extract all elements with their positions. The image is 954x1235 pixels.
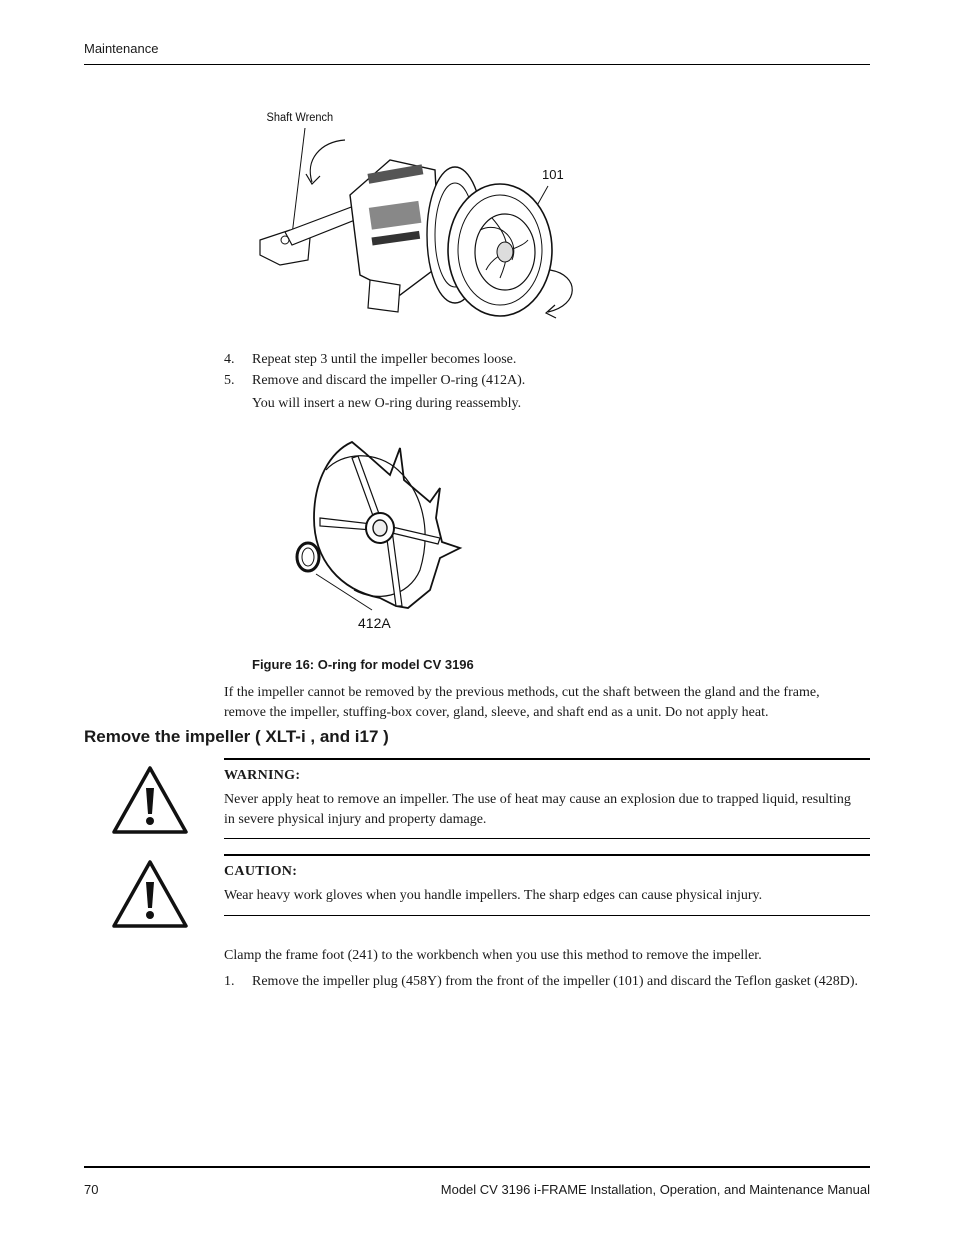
caution-title: CAUTION: bbox=[224, 864, 298, 879]
oring-figure bbox=[280, 430, 480, 635]
warning-triangle-icon bbox=[110, 764, 190, 836]
body-paragraph: Clamp the frame foot (241) to the workbench when you use this method to remove the impeller. bbox=[224, 948, 762, 963]
section-heading: Remove the impeller ( XLT-i , and i17 ) bbox=[84, 727, 389, 746]
caution-top-rule bbox=[224, 854, 870, 856]
warning-body: Never apply heat to remove an impeller. The use of heat may cause an explosion due to trapped liquid, resulting in severe physical injury and property damage. bbox=[224, 792, 851, 827]
step-5 bbox=[224, 373, 864, 393]
warning-top-rule bbox=[224, 758, 870, 760]
caution-triangle-icon bbox=[110, 858, 190, 930]
step-text: Repeat step 3 until the impeller becomes loose. bbox=[252, 352, 517, 367]
warning-title: WARNING: bbox=[224, 768, 301, 783]
caution-body: Wear heavy work gloves when you handle impellers. The sharp edges can cause physical injury. bbox=[224, 888, 763, 903]
impeller-oring-illustration bbox=[280, 430, 480, 635]
warning-bottom-rule bbox=[224, 838, 870, 839]
page-number: 70 bbox=[84, 1182, 99, 1197]
pump-wrench-illustration bbox=[250, 100, 590, 330]
footer-divider bbox=[84, 1166, 870, 1168]
part-101-label: 101 bbox=[542, 167, 564, 182]
running-header: Maintenance bbox=[84, 41, 159, 56]
footer-manual-title: Model CV 3196 i-FRAME Installation, Operation, and Maintenance Manual bbox=[440, 1182, 870, 1197]
step-number: 1. bbox=[224, 974, 235, 989]
shaft-wrench-figure bbox=[250, 100, 590, 330]
caution-bottom-rule bbox=[224, 915, 870, 916]
shaft-wrench-label: Shaft Wrench bbox=[266, 111, 334, 125]
step-4 bbox=[224, 352, 864, 372]
body-paragraph: If the impeller cannot be removed by the previous methods, cut the shaft between the gland and the frame, remove the impeller, stuffing-box cover, gland, sleeve, and shaft end as a unit. Do not apply heat. bbox=[224, 685, 820, 720]
header-divider bbox=[84, 64, 870, 65]
step-text: Remove the impeller plug (458Y) from the front of the impeller (101) and discard the Teflon gasket (428D). bbox=[252, 974, 859, 989]
part-412a-label: 412A bbox=[358, 615, 391, 631]
step-number: 4. bbox=[224, 352, 235, 367]
step-number: 5. bbox=[224, 373, 235, 388]
figure-caption: Figure 16: O-ring for model CV 3196 bbox=[252, 657, 474, 672]
reassembly-note: You will insert a new O-ring during reassembly. bbox=[252, 396, 522, 411]
step-text: Remove and discard the impeller O-ring (412A). bbox=[252, 373, 526, 388]
